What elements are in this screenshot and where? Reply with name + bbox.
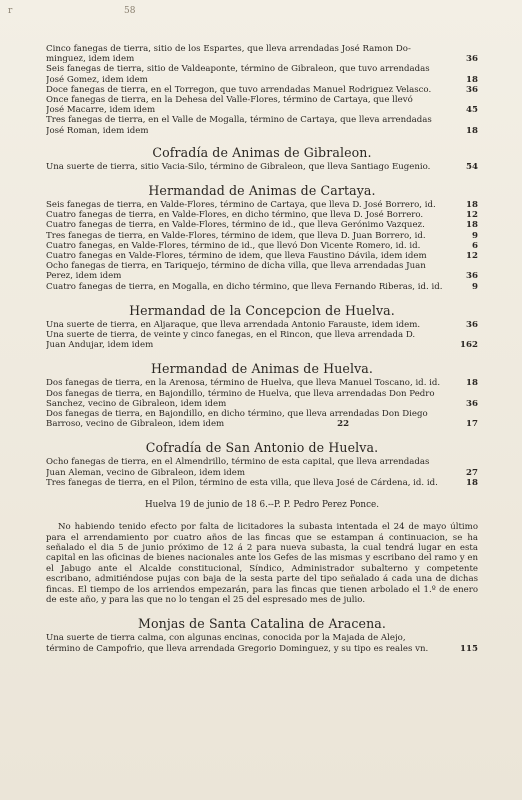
listing-text: Una suerte de tierra calma, con algunas encinas, conocida por la Majada de Alejo, — [46, 633, 406, 644]
listing-line — [46, 75, 478, 85]
listing-text: Once fanegas de tierra, en la Dehesa del Valle-Flores, término de Cartaya, que llevó — [46, 95, 413, 106]
date-signature-line: Huelva 19 de junio de 18 6.--P. P. Pedro Perez Ponce. — [144, 500, 380, 511]
section-listing — [46, 378, 478, 429]
listing-line — [46, 220, 478, 230]
listing-text: Cuatro fanegas de tierra, en Valde-Flores, en dicho término, que lleva D. José Borrero. — [46, 210, 424, 221]
listing-text: Cuatro fanegas de tierra, en Valde-Flores, término de id., que lleva Gerónimo Vazquez. — [46, 220, 425, 231]
listing-value: 18 — [466, 125, 478, 136]
listing-text: Perez, idem idem — [46, 271, 122, 282]
listing-text: Cinco fanegas de tierra, sitio de los Espartes, que lleva arrendadas José Ramon Do- — [46, 44, 411, 54]
listing-text: Tres fanegas de tierra, en el Pilon, término de esta villa, que lleva José de Cárdena, id. id. — [46, 477, 438, 488]
listing-value: 36 — [466, 398, 478, 409]
listing-value: 36 — [466, 84, 478, 95]
listing-text: Una suerte de tierra, sitio Vacia-Silo, término de Gibraleon, que lleva Santiago Eugenio. — [46, 161, 431, 172]
listing-text: Juan Aleman, vecino de Gibraleon, idem idem — [46, 467, 245, 478]
section-listing — [46, 320, 478, 351]
notice-text: No habiendo tenido efecto por falta de licitadores la subasta intentada el 24 de mayo último para el arrendamiento por cuatro años de las fincas que se estampan á continuacion, se ha señalado el dia 5 de junio próximo de 12 á 2 para nueva subasta, la cual tendrá lugar en esta capital en las oficinas de bienes nacionales ante los Gefes de las mismas y escribano del ramo y en el Jabugo ante el Alcalde constitucional, Síndico, Administrador subalterno y competente escribano, admitiéndose pujas con baja de la sesta parte del tipo señalado á cada una de dichas fincas. El tiempo de los arriendos empezarán, para las fincas que tienen arbolado el 1.º de enero de este año, y para las que no lo tengan el 25 del espresado mes de julio. — [46, 522, 478, 605]
opening-listing — [46, 44, 478, 136]
listing-text: Cuatro fanegas, en Valde-Flores, término de id., que llevó Don Vicente Romero, id. id. — [46, 240, 421, 251]
section-title: Hermandad de la Concepcion de Huelva. — [129, 302, 395, 318]
auction-notice-paragraph — [46, 522, 478, 605]
listing-line — [46, 44, 478, 54]
listing-text: Cuatro fanegas de tierra, en Mogalla, en dicho término, que lleva Fernando Riberas, id. id. — [46, 281, 443, 292]
listing-line — [46, 409, 478, 419]
listing-value: 18 — [466, 477, 478, 488]
listing-text: José Gomez, idem idem — [46, 74, 148, 85]
listing-value: 12 — [466, 251, 478, 262]
listing-text: Dos fanegas de tierra, en Bajondillo, término de Huelva, que lleva arrendadas Don Pedro — [46, 388, 435, 399]
section-listing — [46, 162, 478, 172]
listing-text: José Macarre, idem idem — [46, 105, 156, 116]
listing-line — [46, 105, 478, 115]
listing-line — [46, 320, 478, 330]
listing-value: 162 — [460, 340, 478, 351]
listing-text: Seis fanegas de tierra, sitio de Valdeaponte, término de Gibraleon, que tuvo arrendadas — [46, 64, 430, 75]
listing-value: 18 — [466, 220, 478, 231]
listing-text: Dos fanegas de tierra, en Bajondillo, en dicho término, que lleva arrendadas Don Diego — [46, 409, 428, 420]
listing-line — [46, 330, 478, 340]
section-listing — [46, 633, 478, 653]
listing-text: Una suerte de tierra, en Aljaraque, que lleva arrendada Antonio Farauste, idem idem. — [46, 319, 421, 330]
listing-line — [46, 115, 478, 125]
listing-value: 6 — [472, 240, 478, 251]
listing-value: 115 — [460, 643, 478, 654]
listing-line — [46, 633, 478, 643]
listing-text: Doce fanegas de tierra, en el Torregon, que tuvo arrendadas Manuel Rodriguez Velasco. — [46, 84, 432, 95]
section-title: Cofradía de Animas de Gibraleon. — [152, 144, 372, 160]
listing-line — [46, 261, 478, 271]
listing-line — [46, 126, 478, 136]
listing-value: 36 — [466, 54, 478, 65]
listing-text: Sanchez, vecino de Gibraleon, idem idem — [46, 398, 227, 409]
listing-line — [46, 378, 478, 388]
listing-text: Dos fanegas de tierra, en la Arenosa, término de Huelva, que lleva Manuel Toscano, id. id. — [46, 378, 441, 389]
listing-line — [46, 399, 478, 409]
listing-text: Ocho fanegas de tierra, en el Almendrillo, término de esta capital, que lleva arrendadas — [46, 457, 430, 468]
listing-text: Ocho fanegas de tierra, en Tariquejo, término de dicha villa, que lleva arrendadas Juan — [46, 261, 426, 272]
section-title: Cofradía de San Antonio de Huelva. — [145, 440, 379, 456]
listing-line — [46, 419, 478, 429]
listing-line — [46, 54, 478, 64]
listing-line — [46, 251, 478, 261]
listing-line — [46, 644, 478, 654]
listing-value-secondary: 17 — [466, 419, 478, 430]
listing-text: Cuatro fanegas en Valde-Flores, término de idem, que lleva Faustino Dávila, idem idem — [46, 251, 427, 262]
section-title: Monjas de Santa Catalina de Aracena. — [137, 616, 387, 632]
corner-mark-left: r — [8, 6, 13, 16]
listing-value: 9 — [472, 281, 478, 292]
listing-text: Seis fanegas de tierra, en Valde-Flores, término de Cartaya, que lleva D. José Borrero, id. — [46, 200, 436, 211]
listing-text: José Roman, idem idem — [46, 125, 149, 136]
section-listing — [46, 200, 478, 292]
listing-text: Una suerte de tierra, de veinte y cinco fanegas, en el Rincon, que lleva arrendada D. — [46, 330, 416, 341]
listing-line — [46, 231, 478, 241]
listing-line — [46, 478, 478, 488]
listing-value: 45 — [466, 105, 478, 116]
listing-text: Tres fanegas de tierra, en Valde-Flores, término de idem, que lleva D. Juan Borrero, id. — [46, 230, 426, 241]
listing-line — [46, 241, 478, 251]
listing-line — [46, 85, 478, 95]
listing-line — [46, 200, 478, 210]
listing-text: Juan Andujar, idem idem — [46, 340, 154, 351]
listing-text: término de Campofrio, que lleva arrendada Gregorio Dominguez, y su tipo es reales vn. — [46, 643, 429, 654]
listing-line — [46, 457, 478, 467]
listing-line — [46, 468, 478, 478]
listing-value: 9 — [472, 230, 478, 241]
listing-line — [46, 64, 478, 74]
corner-mark-right: 58 — [124, 6, 136, 16]
listing-line — [46, 210, 478, 220]
listing-value: 18 — [466, 378, 478, 389]
listing-text: Barroso, vecino de Gibraleon, idem idem — [46, 419, 225, 430]
listing-line — [46, 271, 478, 281]
listing-value: 36 — [466, 319, 478, 330]
listing-line — [46, 282, 478, 292]
listing-line — [46, 162, 478, 172]
listing-value: 54 — [466, 161, 478, 172]
listing-text: minguez, idem idem — [46, 54, 135, 65]
listing-text: Tres fanegas de tierra, en el Valle de Mogalla, término de Cartaya, que lleva arrendadas — [46, 115, 432, 126]
listing-line — [46, 389, 478, 399]
listing-value: 18 — [466, 200, 478, 211]
section-title: Hermandad de Animas de Huelva. — [150, 361, 374, 377]
listing-value: 18 — [466, 74, 478, 85]
section-listing — [46, 457, 478, 488]
listing-line — [46, 95, 478, 105]
section-title: Hermandad de Animas de Cartaya. — [148, 183, 376, 199]
listing-value: 36 — [466, 271, 478, 282]
listing-value: 12 — [466, 210, 478, 221]
listing-line — [46, 340, 478, 350]
listing-value: 27 — [466, 467, 478, 478]
listing-value: 22 — [337, 419, 350, 430]
